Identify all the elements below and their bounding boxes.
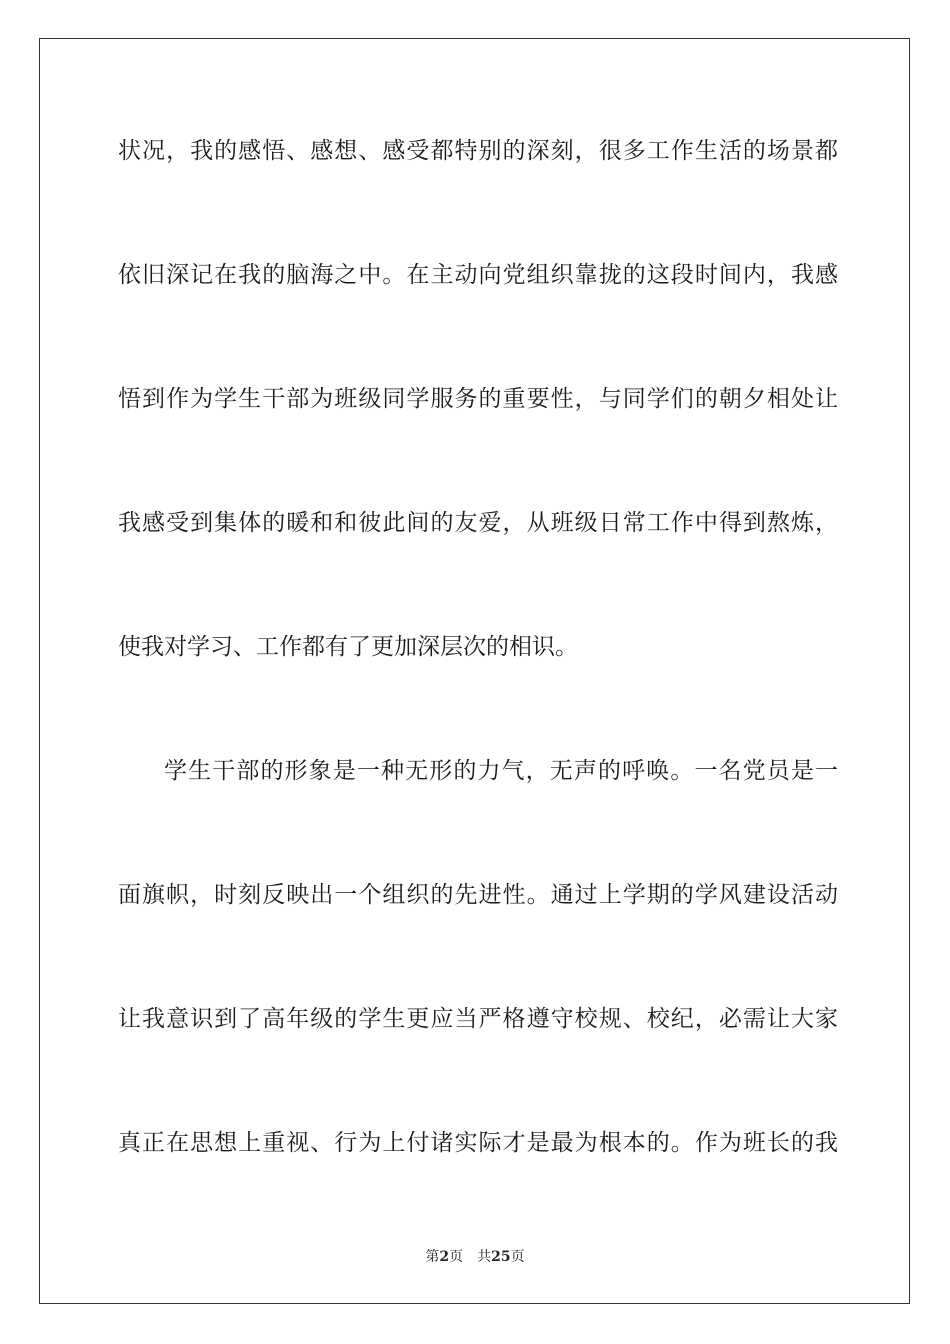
paragraph-line: 让我意识到了高年级的学生更应当严格遵守校规、校纪，必需让大家 [118, 1006, 838, 1032]
page-number: 2 [439, 1249, 450, 1265]
total-prefix: 共 [477, 1249, 492, 1265]
paragraph-line: 状况，我的感悟、感想、感受都特别的深刻，很多工作生活的场景都 [118, 138, 838, 164]
total-suffix: 页 [510, 1249, 525, 1265]
total-pages: 25 [491, 1249, 511, 1265]
paragraph-line: 学生干部的形象是一种无形的力气，无声的呼唤。一名党员是一 [164, 758, 838, 784]
paragraph-line: 依旧深记在我的脑海之中。在主动向党组织靠拢的这段时间内，我感 [118, 262, 838, 288]
page-prefix: 第 [425, 1249, 440, 1265]
paragraph-line: 悟到作为学生干部为班级同学服务的重要性，与同学们的朝夕相处让 [118, 386, 838, 412]
paragraph-line: 真正在思想上重视、行为上付诸实际才是最为根本的。作为班长的我 [118, 1130, 838, 1156]
paragraph-line: 使我对学习、工作都有了更加深层次的相识。 [118, 634, 578, 660]
page-border [39, 38, 910, 1304]
paragraph-line: 面旗帜，时刻反映出一个组织的先进性。通过上学期的学风建设活动 [118, 882, 838, 908]
page-footer [0, 1247, 950, 1267]
paragraph-line: 我感受到集体的暖和和彼此间的友爱，从班级日常工作中得到熬炼， [118, 510, 838, 536]
page-suffix: 页 [449, 1249, 464, 1265]
